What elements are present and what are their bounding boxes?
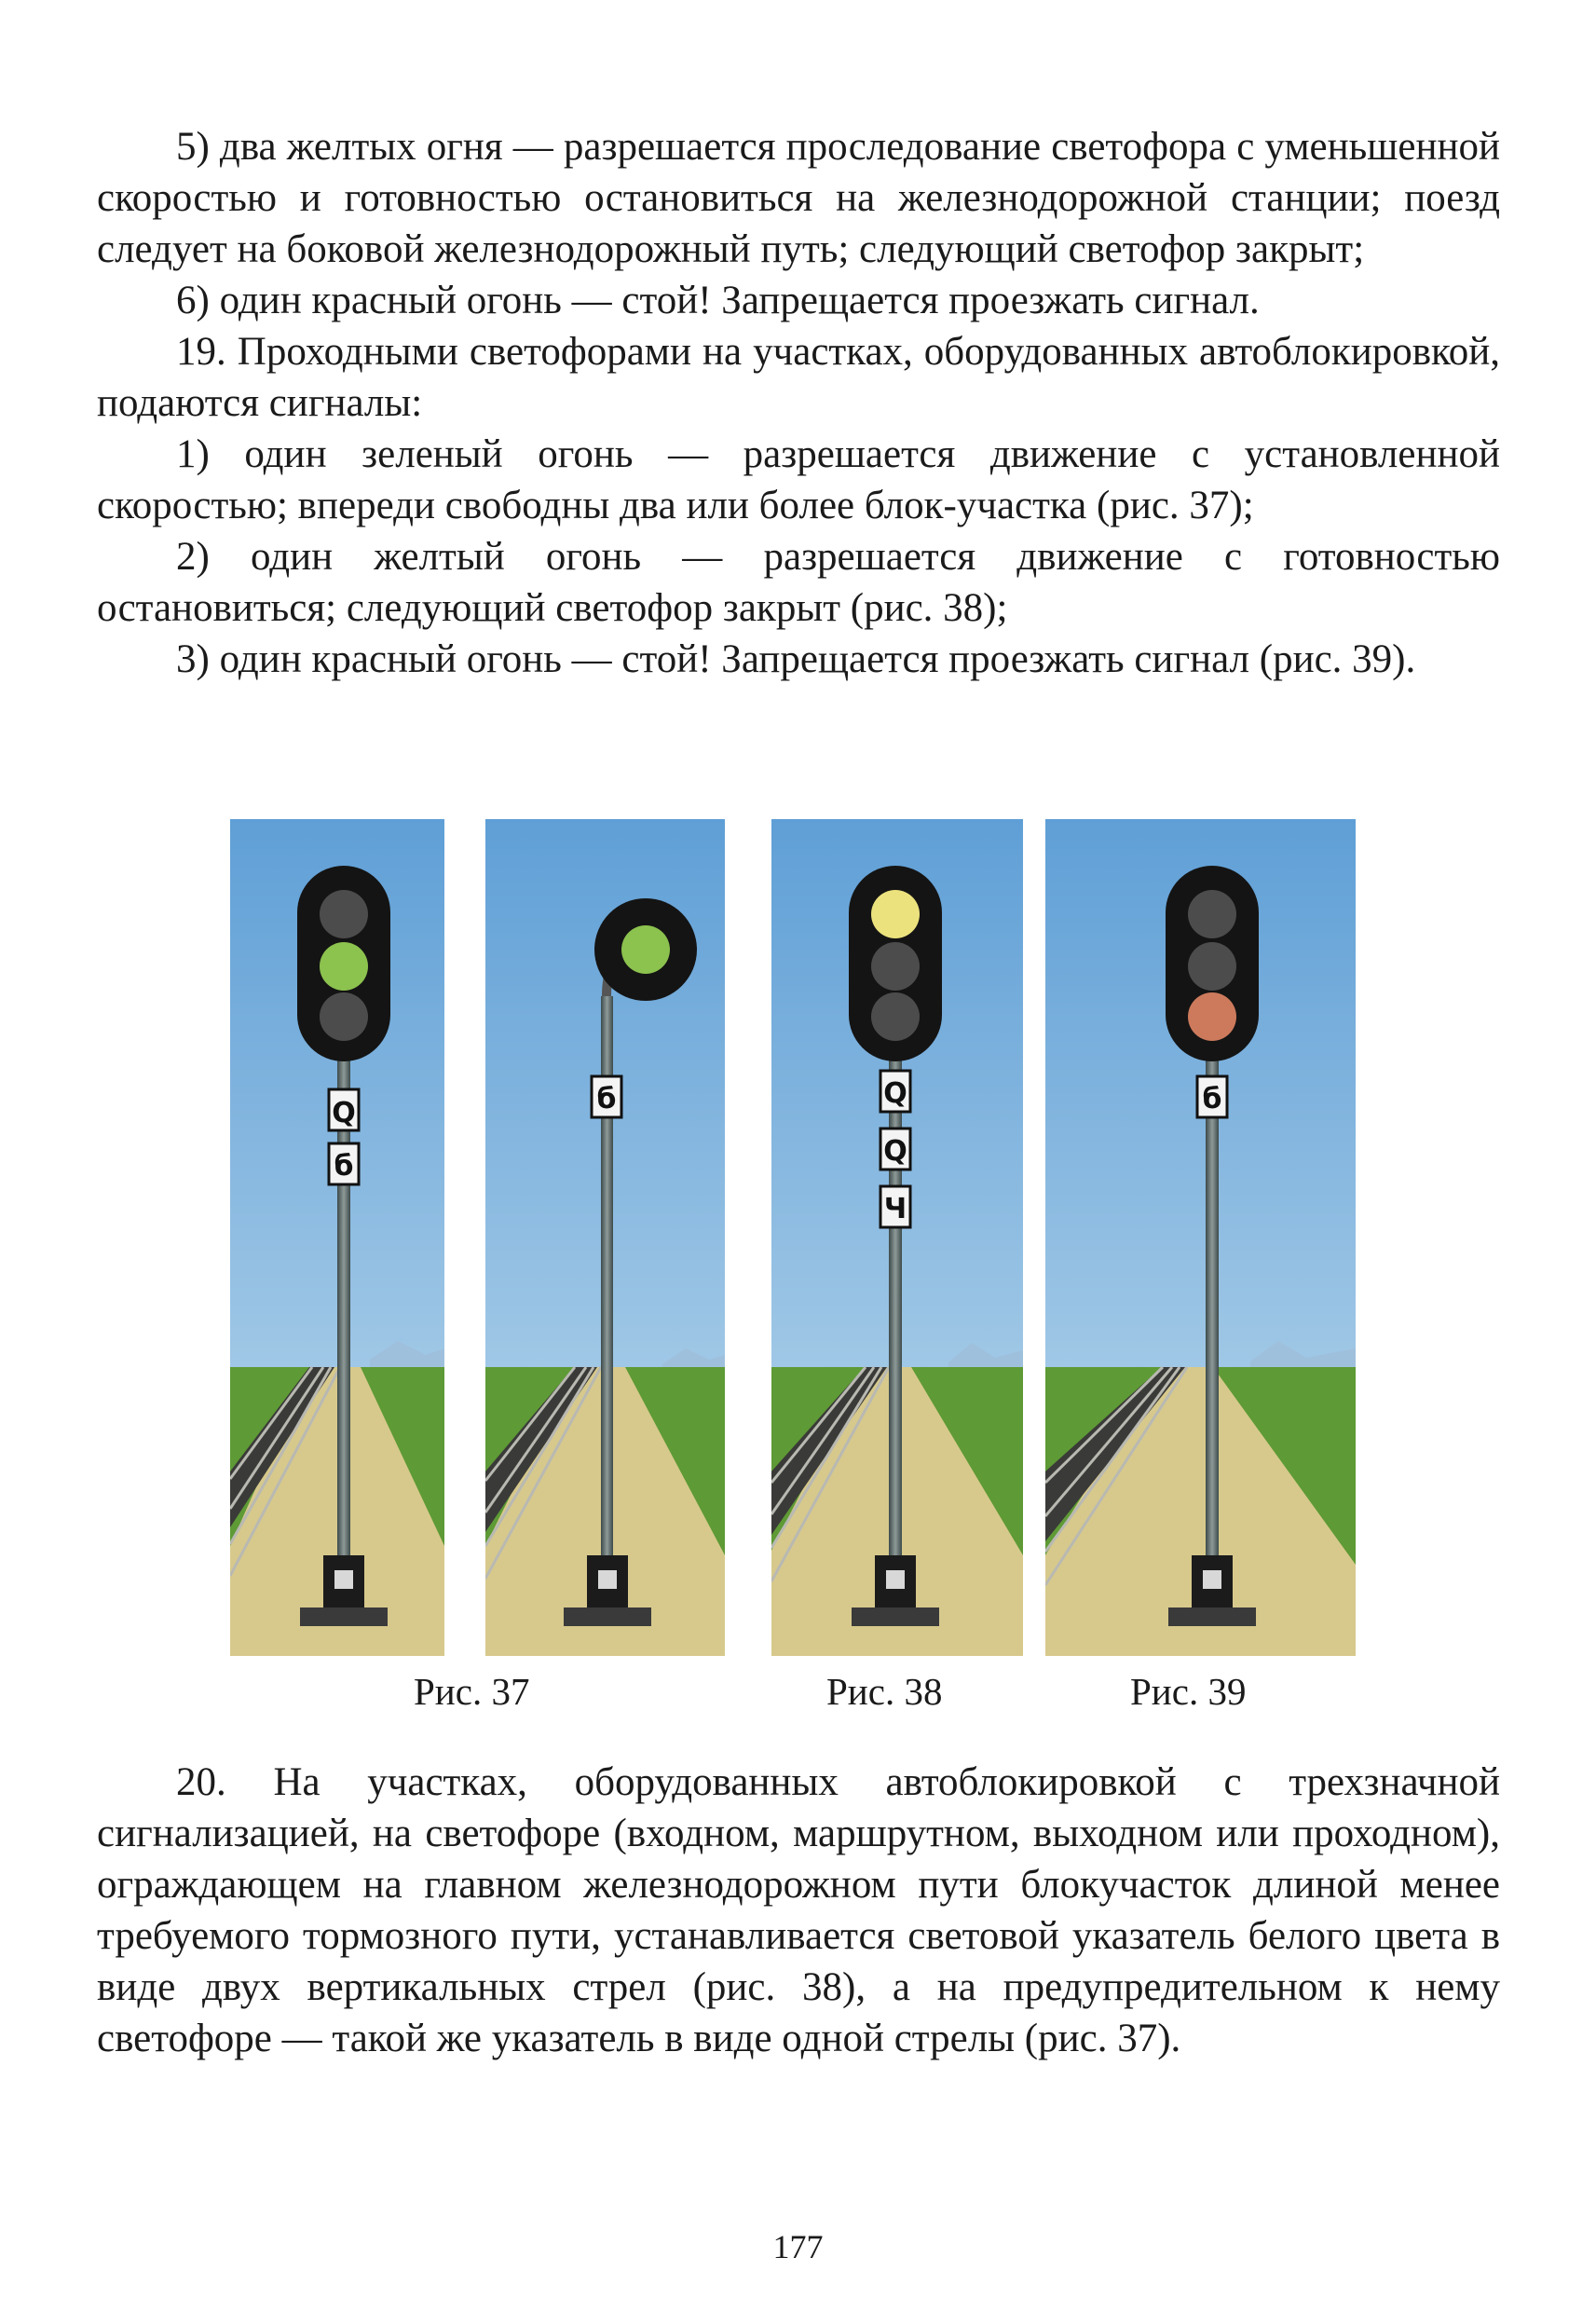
lamp-off bbox=[320, 890, 368, 938]
plate-label: б bbox=[1202, 1083, 1222, 1115]
paragraph-signal-one-red: 6) один красный огонь — стой! Запрещается проезжать сигнал. bbox=[176, 279, 1260, 322]
paragraph-green-signal: 1) один зеленый огонь — разрешается движение с установленной скоростью; впереди свободны два или более блок-участка (рис. 37); bbox=[97, 432, 1500, 527]
lamp-green bbox=[320, 942, 368, 991]
lamp-off bbox=[1188, 942, 1236, 991]
plate-label: Ч bbox=[883, 1193, 907, 1225]
plate-label: Q bbox=[883, 1077, 907, 1110]
paragraph-signal-two-yellow: 5) два желтых огня — разрешается проследование светофора с уменьшенной скоростью и готовностью остановиться на железнодорожной станции; поезд следует на боковой железнодорожный путь; следующий светофор закрыт; bbox=[97, 125, 1500, 271]
lamp-red bbox=[1188, 992, 1236, 1041]
figure-caption-39: Рис. 39 bbox=[1130, 1670, 1247, 1713]
figure-caption-38: Рис. 38 bbox=[826, 1670, 943, 1713]
bottom-text bbox=[97, 1757, 1500, 2064]
paragraph-red-signal: 3) один красный огонь — стой! Запрещается проезжать сигнал (рис. 39). bbox=[176, 637, 1416, 681]
plate-label: б bbox=[334, 1150, 354, 1183]
paragraph-item-20: 20. На участках, оборудованных автоблокировкой с трехзначной сигнализацией, на светофоре (входном, маршрутном, выходном или проходном), ограждающем на главном железнодорожном пути блокучасток длиной менее требуемого тормозного пути, устанавливается световой указатель белого цвета в виде двух вертикальных стрел (рис. 38), а на предупредительном к нему светофоре — такой же указатель в виде одной стрелы (рис. 37). bbox=[97, 1760, 1500, 2060]
lamp-off bbox=[1188, 890, 1236, 938]
paragraph-item-19: 19. Проходными светофорами на участках, оборудованных автоблокировкой, подаются сигналы: bbox=[97, 330, 1500, 425]
page-number: 177 bbox=[772, 2228, 824, 2265]
signal-illustration-single-green bbox=[485, 819, 725, 1656]
plate-label: Q bbox=[883, 1135, 907, 1168]
plate-label: Q bbox=[332, 1097, 356, 1129]
paragraph-yellow-signal: 2) один желтый огонь — разрешается движение с готовностью остановиться; следующий светофор закрыт (рис. 38); bbox=[97, 535, 1500, 630]
top-text bbox=[97, 121, 1500, 685]
lamp-yellow bbox=[871, 890, 920, 938]
lamp-off bbox=[871, 992, 920, 1041]
signal-illustration-yellow bbox=[771, 819, 1023, 1656]
signal-illustration-green bbox=[230, 819, 444, 1656]
plate-label: б bbox=[596, 1083, 617, 1115]
signal-illustration-red bbox=[1045, 819, 1356, 1656]
lamp-green bbox=[621, 925, 670, 974]
figure-caption-37: Рис. 37 bbox=[414, 1670, 530, 1713]
lamp-off bbox=[320, 992, 368, 1041]
lamp-off bbox=[871, 942, 920, 991]
